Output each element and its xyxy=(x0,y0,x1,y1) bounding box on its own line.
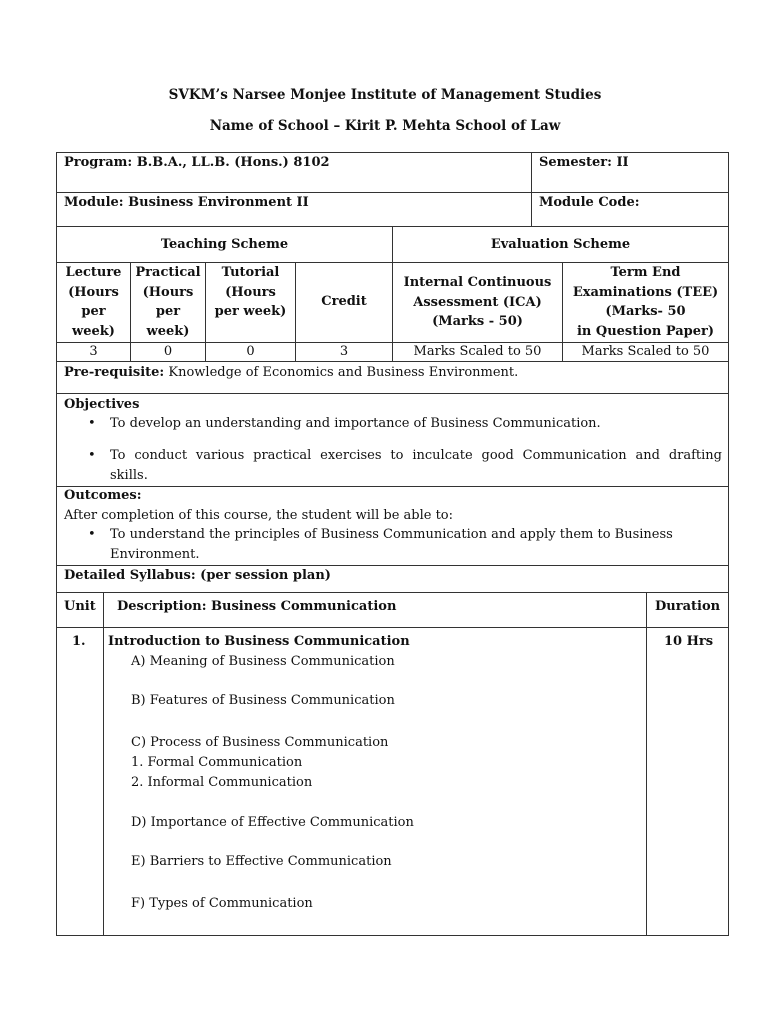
outcomes-heading: Outcomes: xyxy=(64,488,142,503)
tutorial-header: Tutorial (Hours per week) xyxy=(214,265,287,319)
tutorial-value: 0 xyxy=(246,344,255,359)
duration-column-header: Duration xyxy=(655,599,721,614)
objective-item: • To develop an understanding and importance of Business Communication. xyxy=(110,414,601,434)
school-title: Name of School – Kirit P. Mehta School of Law xyxy=(209,118,561,134)
outcome-item-continued: Environment. xyxy=(110,547,200,562)
ica-header: Internal Continuous Assessment (ICA) (Marks - 50) xyxy=(403,275,552,329)
objectives-heading: Objectives xyxy=(64,397,140,412)
prerequisite-text: Knowledge of Economics and Business Environment. xyxy=(164,365,519,380)
module-code-label: Module Code: xyxy=(539,195,640,210)
topic-item: C) Process of Business Communication xyxy=(131,735,389,750)
evaluation-scheme-heading: Evaluation Scheme xyxy=(490,237,631,252)
practical-header: Practical (Hours per week) xyxy=(135,265,201,339)
ica-value: Marks Scaled to 50 xyxy=(413,344,542,359)
outcome-item: • To understand the principles of Business Communication and apply them to Business xyxy=(110,525,673,545)
description-column-header: Description: Business Communication xyxy=(117,599,397,614)
objective-item-continued: skills. xyxy=(110,468,148,483)
unit-title: Introduction to Business Communication xyxy=(108,634,410,649)
tee-header: Term End Examinations (TEE) (Marks- 50 in Question Paper) xyxy=(572,265,719,339)
prerequisite xyxy=(64,363,518,383)
unit-number: 1. xyxy=(72,634,86,649)
teaching-scheme-heading: Teaching Scheme xyxy=(160,237,289,252)
credit-value: 3 xyxy=(339,344,349,359)
unit-column-header: Unit xyxy=(64,599,96,614)
prerequisite-label: Pre-requisite: xyxy=(64,365,165,380)
topic-item: B) Features of Business Communication xyxy=(131,693,395,708)
subtopic-item: 1. Formal Communication xyxy=(131,755,303,770)
program-label: Program: B.B.A., LL.B. (Hons.) 8102 xyxy=(64,155,330,170)
topic-item: F) Types of Communication xyxy=(131,896,313,911)
lecture-header: Lecture (Hours per week) xyxy=(65,265,122,339)
credit-header: Credit xyxy=(321,294,367,309)
syllabus-heading: Detailed Syllabus: (per session plan) xyxy=(64,568,331,583)
topic-item: D) Importance of Effective Communication xyxy=(131,815,414,830)
objective-item: • To conduct various practical exercises to inculcate good Communication and drafting xyxy=(110,446,722,466)
institute-title: SVKM’s Narsee Monjee Institute of Management Studies xyxy=(168,87,602,103)
lecture-value: 3 xyxy=(89,344,98,359)
topic-item: A) Meaning of Business Communication xyxy=(131,654,395,669)
subtopic-item: 2. Informal Communication xyxy=(131,775,313,790)
topic-item: E) Barriers to Effective Communication xyxy=(131,854,392,869)
outcomes-intro: After completion of this course, the student will be able to: xyxy=(64,508,454,523)
practical-value: 0 xyxy=(163,344,173,359)
module-label: Module: Business Environment II xyxy=(64,195,309,210)
unit-duration: 10 Hrs xyxy=(664,634,714,649)
semester-label: Semester: II xyxy=(539,155,629,170)
tee-value: Marks Scaled to 50 xyxy=(581,344,710,359)
